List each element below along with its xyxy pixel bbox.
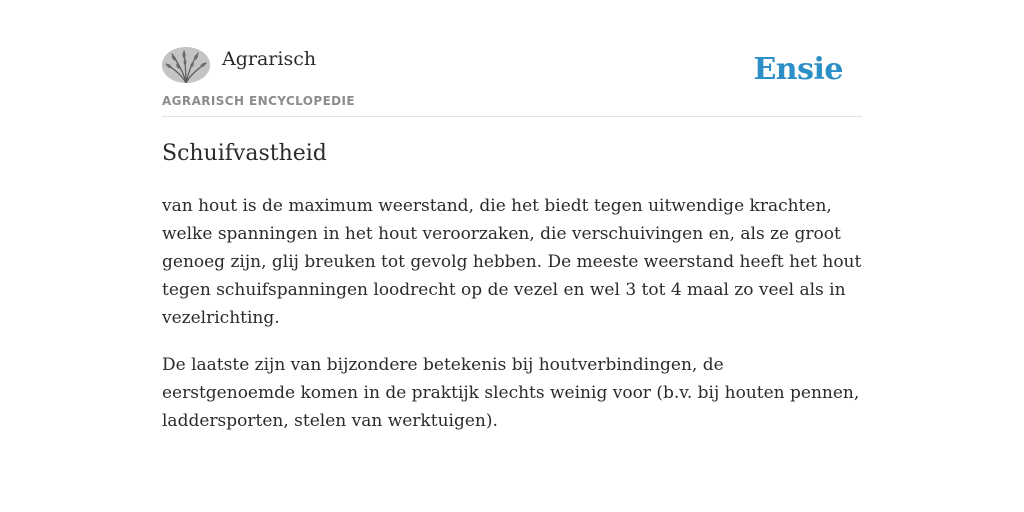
article-paragraph-2: De laatste zijn van bijzondere betekenis bij houtverbindingen, de eerstgenoemde komen in de praktijk slechts weinig voor (b.v. bij houten pennen, laddersporten, stelen van werktuigen).: [162, 355, 860, 431]
header: [162, 44, 862, 117]
site-name[interactable]: Agrarisch: [222, 48, 317, 70]
wheat-icon[interactable]: [162, 47, 210, 83]
site-subtitle: AGRARISCH ENCYCLOPEDIE: [162, 94, 355, 108]
brand-logo-link[interactable]: Ensie: [753, 52, 843, 87]
article-paragraph-1: van hout is de maximum weerstand, die het biedt tegen uitwendige krachten, welke spanningen in het hout veroorzaken, die verschuivingen en, als ze groot genoeg zijn, glij breuken tot gevolg hebben. De meeste weerstand heeft het hout tegen schuifspanningen loodrecht op de vezel en wel 3 tot 4 maal zo veel als in vezelrichting.: [162, 196, 862, 328]
page-title: Schuifvastheid: [162, 141, 327, 166]
